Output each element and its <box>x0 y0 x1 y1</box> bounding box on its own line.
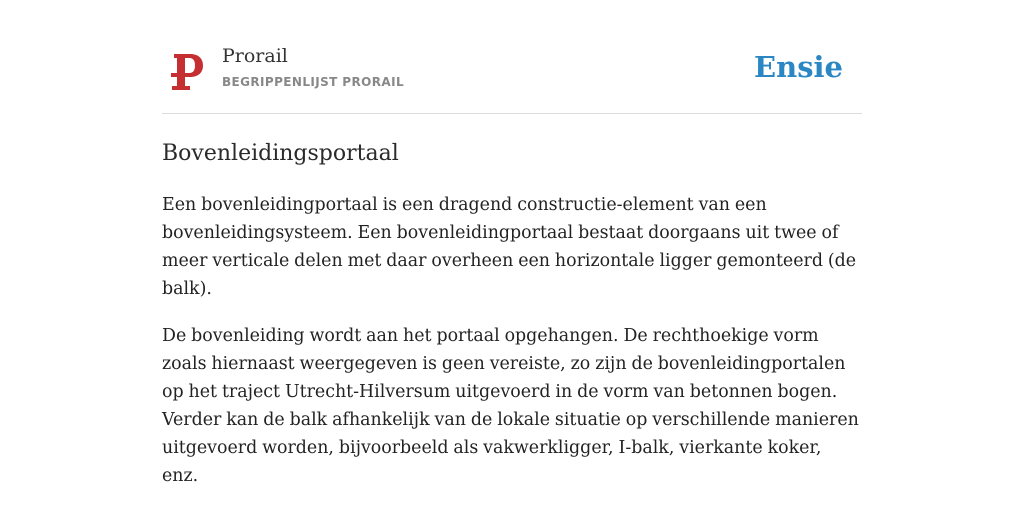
header <box>162 0 862 114</box>
prorail-p-logo-icon[interactable] <box>170 52 204 92</box>
definition <box>162 191 862 490</box>
source-title[interactable]: Prorail <box>222 45 288 67</box>
definition-paragraph: Een bovenleidingportaal is een dragend constructie-element van een bovenleidingsysteem. Een bovenleidingportaal bestaat doorgaans uit twee of meer verticale delen met daar overheen een horizontale ligger gemonteerd (de balk). <box>162 195 857 299</box>
ensie-brand-logo[interactable]: Ensie <box>754 50 843 84</box>
entry-card <box>162 0 862 490</box>
definition-paragraph: De bovenleiding wordt aan het portaal opgehangen. De rechthoekige vorm zoals hiernaast weergegeven is geen vereiste, zo zijn de bovenleidingportalen op het traject Utrecht-Hilversum uitgevoerd in de vorm van betonnen bogen. Verder kan de balk afhankelijk van de lokale situatie op verschillende manieren uitgevoerd worden, bijvoorbeeld als vakwerkligger, I-balk, vierkante koker, enz. <box>162 326 859 486</box>
source-subtitle: BEGRIPPENLIJST PRORAIL <box>222 75 404 89</box>
term-title: Bovenleidingsportaal <box>162 141 399 166</box>
